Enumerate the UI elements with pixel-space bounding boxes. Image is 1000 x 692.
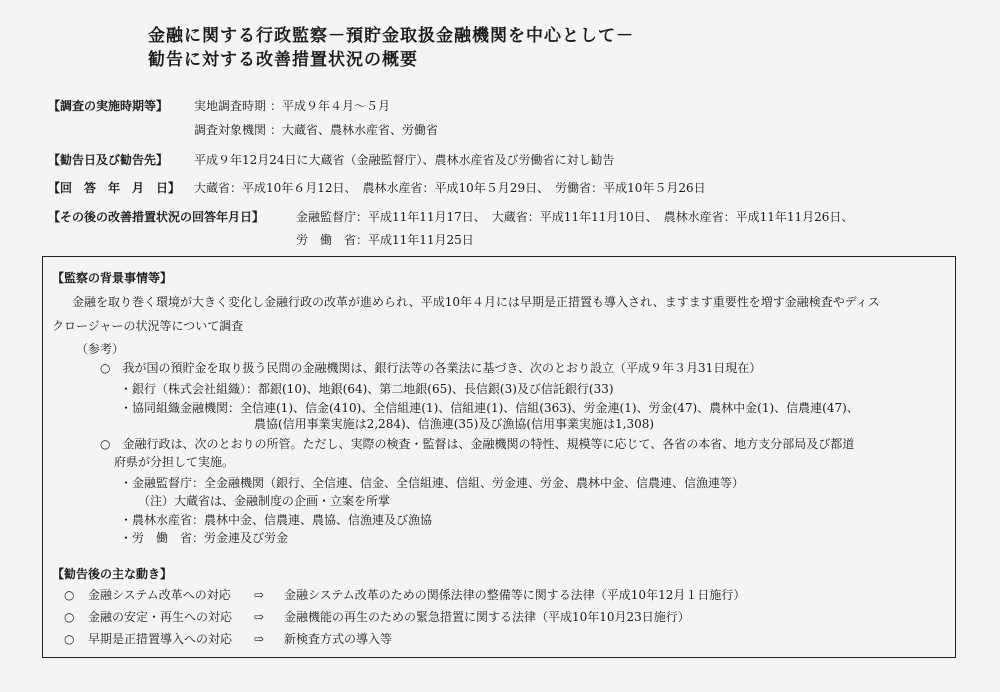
background-para-line-2: クロージャーの状況等について調査 [52, 319, 244, 333]
survey-period-value: ：平成９年４月～５月 [270, 99, 391, 113]
reference-item-2-line-1: ○ 金融行政は、次のとおりの所管。ただし、実際の検査・監督は、金融機関の特性、規模等に応じて、各省の本省、地方支分部局及び都道 [100, 437, 855, 451]
reply-date-value: 大蔵省：平成10年６月12日、 農林水産省：平成10年５月29日、 労働省：平成10年５月26日 [194, 181, 706, 195]
reference-item-2-line-2: 府県が分担して実施。 [114, 455, 235, 469]
survey-period-heading: 【調査の実施時期等】 [48, 99, 169, 113]
after-row-2-right: 金融機能の再生のための緊急措置に関する法律（平成10年10月23日施行） [284, 610, 690, 624]
followup-reply-value-1: 金融監督庁：平成11年11月17日、 大蔵省：平成11年11月10日、 農林水産省：平成11年11月26日、 [296, 210, 854, 224]
followup-reply-value-2: 労 働 省：平成11年11月25日 [296, 233, 474, 247]
followup-reply-heading: 【その後の改善措置状況の回答年月日】 [48, 210, 265, 224]
arrow-right-icon: ⇨ [254, 610, 265, 624]
after-row-2-left: 金融の安定・再生への対応 [88, 610, 233, 624]
reference-label: （参考） [76, 342, 125, 356]
title-line-2: 勧告に対する改善措置状況の概要 [148, 50, 418, 70]
reply-date-heading: 【回 答 年 月 日】 [48, 181, 181, 195]
recommend-heading: 【勧告日及び勧告先】 [48, 153, 169, 167]
survey-target-label: 調査対象機関 [194, 123, 267, 137]
after-recommendation-heading: 【勧告後の主な動き】 [52, 567, 173, 581]
title-line-1: 金融に関する行政監察－預貯金取扱金融機関を中心として－ [148, 26, 634, 46]
reference-item-2-mol: ・労 働 省：労金連及び労金 [120, 531, 289, 545]
reference-item-1: ○ 我が国の預貯金を取り扱う民間の金融機関は、銀行法等の各業法に基づき、次のとおり設立（平成９年３月31日現在） [100, 361, 762, 375]
arrow-right-icon: ⇨ [254, 632, 265, 646]
after-row-1-left: 金融システム改革への対応 [88, 588, 231, 602]
survey-target-value: ：大蔵省、農林水産省、労働省 [270, 123, 439, 137]
recommend-value: 平成９年12月24日に大蔵省（金融監督庁）、農林水産省及び労働省に対し勧告 [194, 153, 615, 167]
bullet-circle: ○ [64, 610, 75, 624]
arrow-right-icon: ⇨ [254, 588, 265, 602]
document-title [148, 24, 634, 72]
reference-item-1-cooperatives: ・協同組織金融機関：全信連(1)、信金(410)、全信組連(1)、信組連(1)、信組(363)、労金連(1)、労金(47)、農林中金(1)、信農連(47)、 [120, 401, 859, 415]
after-row-1-right: 金融システム改革のための関係法律の整備等に関する法律（平成10年12月１日施行） [284, 588, 746, 602]
background-para-line-1: 金融を取り巻く環境が大きく変化し金融行政の改革が進められ、平成10年４月には早期是正措置も導入され、ますます重要性を増す金融検査やディス [72, 295, 880, 309]
reference-item-1-cooperatives-cont: 農協(信用事業実施は2,284)、信漁連(35)及び漁協(信用事業実施は1,308) [254, 417, 655, 431]
reference-item-2-note: （注）大蔵省は、金融制度の企画・立案を所掌 [138, 494, 391, 508]
after-row-3-right: 新検査方式の導入等 [284, 632, 393, 646]
reference-item-2-fsa: ・金融監督庁：全金融機関（銀行、全信連、信金、全信組連、信組、労金連、労金、農林中金、信農連、信漁連等） [120, 476, 745, 490]
after-row-3-left: 早期是正措置導入への対応 [88, 632, 233, 646]
bullet-circle: ○ [64, 588, 75, 602]
reference-item-2-maff: ・農林水産省：農林中金、信農連、農協、信漁連及び漁協 [120, 513, 433, 527]
reference-item-1-banks: ・銀行（株式会社組織）：都銀(10)、地銀(64)、第二地銀(65)、長信銀(3)及び信託銀行(33) [120, 382, 614, 396]
survey-period-label: 実地調査時期 [194, 99, 267, 113]
bullet-circle: ○ [64, 632, 75, 646]
background-heading: 【監察の背景事情等】 [52, 271, 173, 285]
